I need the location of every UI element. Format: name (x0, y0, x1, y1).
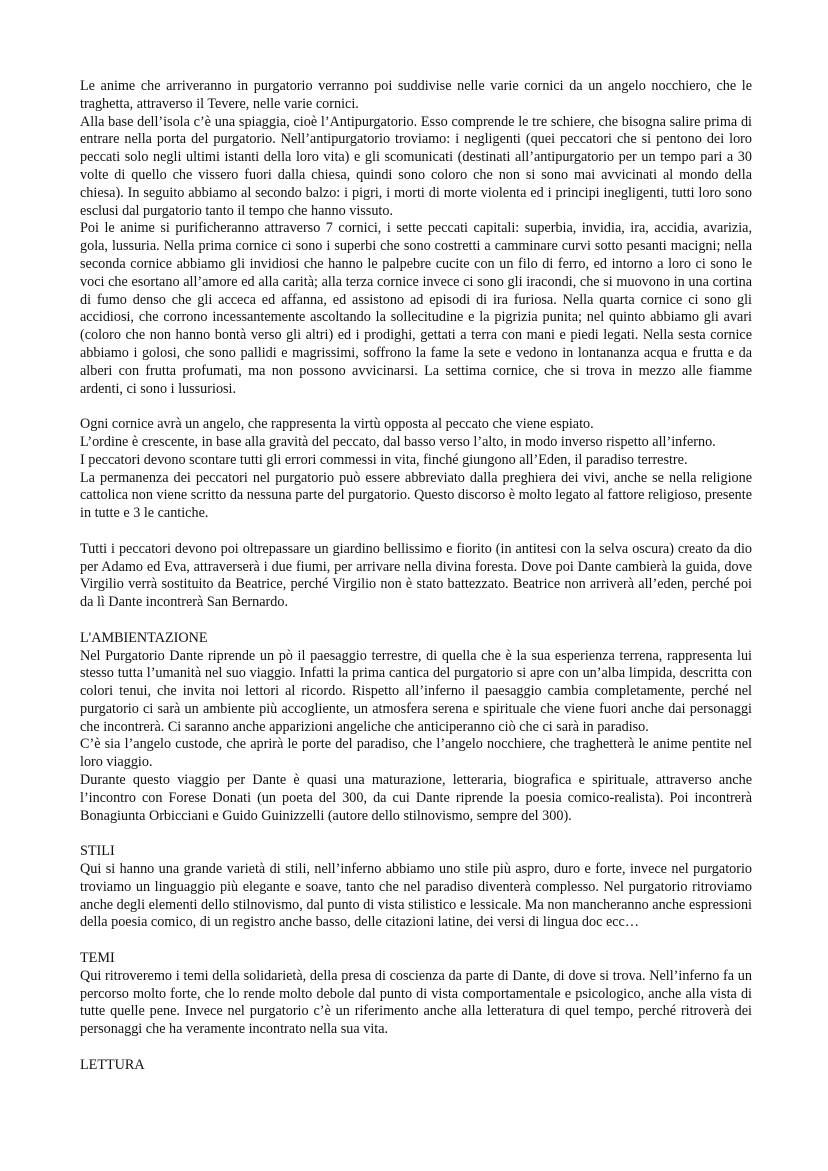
spacer (80, 932, 752, 950)
angels-paragraph-3: I peccatori devono scontare tutti gli errori commessi in vita, finché giungono all’Eden, il paradiso terrestre. (80, 451, 688, 468)
stili-paragraph: Qui si hanno una grande varietà di stili, nell’inferno abbiamo uno stile più aspro, duro e forte, invece nel purgatorio troviamo un linguaggio più elegante e soave, tanto che nel paradiso diventerà complesso. Nel purgatorio ritroviamo anche degli elementi dello stilnovismo, dal punto di vista stilistico e lessicale. Ma non mancheranno anche espressioni della poesia comico, di un registro anche basso, delle citazioni latine, dei versi di lingua doc ecc… (80, 861, 752, 931)
intro-paragraph-1: Le anime che arriveranno in purgatorio verranno poi suddivise nelle varie cornici da un angelo nocchiero, che le traghetta, attraverso il Tevere, nelle varie cornici. (80, 78, 752, 112)
angels-paragraph-4: La permanenza dei peccatori nel purgatorio può essere abbreviato dalla preghiera dei vivi, anche se nella religione cattolica non viene scritto da nessuna parte del purgatorio. Questo discorso è molto legato al fattore religioso, presente in tutte e 3 le cantiche. (80, 469, 752, 522)
temi-paragraph: Qui ritroveremo i temi della solidarietà, della presa di coscienza da parte di Dante, di dove si trova. Nell’inferno fa un percorso molto forte, che lo rende molto debole dal punto di vista comportamentale e psicologico, anche alla vista di tutte quelle pene. Invece nel purgatorio c’è un riferimento anche alla letteratura di quel tempo, perché ritroverà dei personaggi che ha veramente incontrato nella sua vita. (80, 967, 752, 1038)
spacer (80, 1039, 752, 1057)
spacer (80, 825, 752, 843)
intro-paragraph-3: Poi le anime si purificheranno attraverso 7 cornici, i sette peccati capitali: superbia, invidia, ira, accidia, avarizia, gola, lussuria. Nella prima cornice ci sono i superbi che sono costretti a camminare curvi sotto pesanti macigni; nella seconda cornice abbiamo gli invidiosi che hanno le palpebre cucite con un filo di ferro, ed intorno a loro ci sono le voci che esortano all’amore ed alla carità; alla terza cornice invece ci sono gli iracondi, che si muovono in una cortina di fumo denso che gli acceca ed affanna, ed assistono ad episodi di ira furiosa. Nella quarta cornice ci sono gli accidiosi, che corrono incessantemente ascoltando la sollecitudine e la pigrizia punita; nel quinto abbiamo gli avari (coloro che non hanno bontà verso gli altri) ed i prodighi, gettati a terra con mani e piedi legati. Nella sesta cornice abbiamo i golosi, che sono pallidi e magrissimi, soffrono la fame la sete e vedono in lontananza acqua e frutta e da alberi con frutta profumati, ma non possono avvicinarsi. La settima cornice, che si trova in mezzo alle fiamme ardenti, ci sono i lussuriosi. (80, 220, 752, 397)
lettura-heading: LETTURA (80, 1056, 145, 1073)
document-page (80, 78, 752, 1075)
temi-heading: TEMI (80, 950, 115, 967)
angels-paragraph-2: L’ordine è crescente, in base alla gravità del peccato, dal basso verso l’alto, in modo inverso rispetto all’inferno. (80, 433, 716, 450)
spacer (80, 523, 752, 541)
spacer (80, 612, 752, 630)
stili-heading: STILI (80, 843, 115, 860)
ambientazione-paragraph-3: Durante questo viaggio per Dante è quasi una maturazione, letteraria, biografica e spirituale, attraverso anche l’incontro con Forese Donati (un poeta del 300, da cui Dante riprende la poesia comico-realista). Poi incontrerà Bonagiunta Orbicciani e Guido Guinizzelli (autore dello stilnovismo, sempre del 300). (80, 772, 752, 824)
spacer (80, 398, 752, 416)
garden-paragraph: Tutti i peccatori devono poi oltrepassare un giardino bellissimo e fiorito (in antitesi con la selva oscura) creato da dio per Adamo ed Eva, attraverserà i due fiumi, per arrivare nella divina foresta. Dove poi Dante cambierà la guida, dove Virgilio verrà sostituito da Beatrice, perché Virgilio non è stato battezzato. Beatrice non arriverà all’eden, perché poi da lì Dante incontrerà San Bernardo. (80, 540, 752, 611)
angels-paragraph-1: Ogni cornice avrà un angelo, che rappresenta la virtù opposta al peccato che viene espiato. (80, 416, 594, 433)
ambientazione-heading: L'AMBIENTAZIONE (80, 629, 208, 646)
intro-paragraph-2: Alla base dell’isola c’è una spiaggia, cioè l’Antipurgatorio. Esso comprende le tre schiere, che bisogna salire prima di entrare nella porta del purgatorio. Nell’antipurgatorio troviamo: i negligenti (quei peccatori che si pentono dei loro peccati solo negli ultimi istanti della loro vita) e gli scomunicati (destinati all’antipurgatorio per un tempo pari a 30 volte di quello che vissero fuori dalla chiesa, quindi sono coloro che non si sono mai avvicinati al mondo della chiesa). In seguito abbiamo al secondo balzo: i pigri, i morti di morte violenta ed i principi inegligenti, tutti loro sono esclusi dal purgatorio tanto il tempo che hanno vissuto. (80, 113, 752, 219)
ambientazione-paragraph-2: C’è sia l’angelo custode, che aprirà le porte del paradiso, che l’angelo nocchiere, che traghetterà le anime pentite nel loro viaggio. (80, 736, 752, 771)
ambientazione-paragraph-1: Nel Purgatorio Dante riprende un pò il paesaggio terrestre, di quella che è la sua esperienza terrena, rappresenta lui stesso tutta l’umanità nel suo viaggio. Infatti la prima cantica del purgatorio si apre con un’alba limpida, descritta con colori tenui, che invita noi lettori al ricordo. Rispetto all’inferno il paesaggio cambia completamente, perché nel purgatorio ci sarà un ambiente più accogliente, un atmosfera serena e spirituale che viene fuori anche dai personaggi che incontrerà. Ci saranno anche apparizioni angeliche che anticiperanno ciò che ci sarà in paradiso. (80, 647, 752, 735)
